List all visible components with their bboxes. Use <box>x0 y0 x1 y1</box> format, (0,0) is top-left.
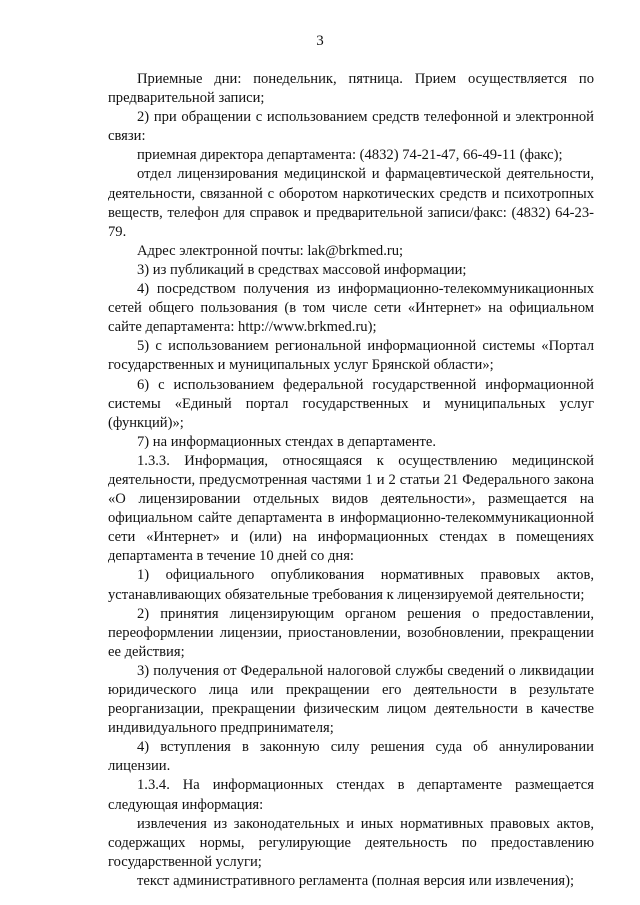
paragraph-internet: 4) посредством получения из информационно-телекоммуникационных сетей общего пользования (в том числе сети «Интернет» на официальном сайте департамента: http://www.brkmed.ru); <box>108 281 594 336</box>
paragraph-phone-email: 2) при обращении с использованием средств телефонной и электронной связи: <box>108 109 594 145</box>
paragraph-regional-portal: 5) с использованием региональной информационной системы «Портал государственных и муниципальных услуг Брянской области»; <box>108 338 594 374</box>
paragraph-regulation-text: текст административного регламента (полная версия или извлечения); <box>137 872 575 889</box>
paragraph-info-stands: 7) на информационных стендах в департаменте. <box>137 433 436 450</box>
paragraph-court-decision: 4) вступления в законную силу решения суда об аннулировании лицензии. <box>108 739 594 775</box>
paragraph-federal-portal: 6) с использованием федеральной государственной информационной системы «Единый портал государственных и муниципальных услуг (функций)»; <box>108 376 594 431</box>
paragraph-official-publication: 1) официального опубликования нормативных правовых актов, устанавливающих обязательные требования к лицензируемой деятельности; <box>108 567 594 603</box>
paragraph-mass-media: 3) из публикаций в средствах массовой информации; <box>137 261 467 278</box>
paragraph-licensing-dept: отдел лицензирования медицинской и фармацевтической деятельности, деятельности, связанной с оборотом наркотических средств и психотропных веществ, телефон для справок и предварительной записи/факс: (4832) 64-23-79. <box>108 166 594 240</box>
paragraph-director-phone: приемная директора департамента: (4832) 74-21-47, 66-49-11 (факс); <box>137 147 563 164</box>
page-number: 3 <box>316 33 324 49</box>
paragraph-tax-service: 3) получения от Федеральной налоговой службы сведений о ликвидации юридического лица или прекращении его деятельности в результате реорганизации, прекращении физическим лицом деятельности в качестве индивидуального предпринимателя; <box>108 662 594 737</box>
paragraph-1-3-4: 1.3.4. На информационных стендах в департаменте размещается следующая информация: <box>108 777 594 813</box>
paragraph-legal-extracts: извлечения из законодательных и иных нормативных правовых актов, содержащих нормы, регулирующие деятельность по предоставлению государственной услуги; <box>108 815 594 870</box>
paragraph-license-decision: 2) принятия лицензирующим органом решения о предоставлении, переоформлении лицензии, приостановлении, возобновлении, прекращении ее действия; <box>108 605 594 660</box>
paragraph-1-3-3: 1.3.3. Информация, относящаяся к осуществлению медицинской деятельности, предусмотренная частями 1 и 2 статьи 21 Федерального закона «О лицензировании отдельных видов деятельности», размещается на официальном сайте департамента в информационно-телекоммуникационной сети «Интернет» и (или) на информационных стендах в помещениях департамента в течение 10 дней со дня: <box>108 452 594 565</box>
paragraph-email-address: Адрес электронной почты: lak@brkmed.ru; <box>137 242 404 259</box>
document-body <box>108 70 594 891</box>
paragraph-reception-days: Приемные дни: понедельник, пятница. Прием осуществляется по предварительной записи; <box>108 71 594 107</box>
